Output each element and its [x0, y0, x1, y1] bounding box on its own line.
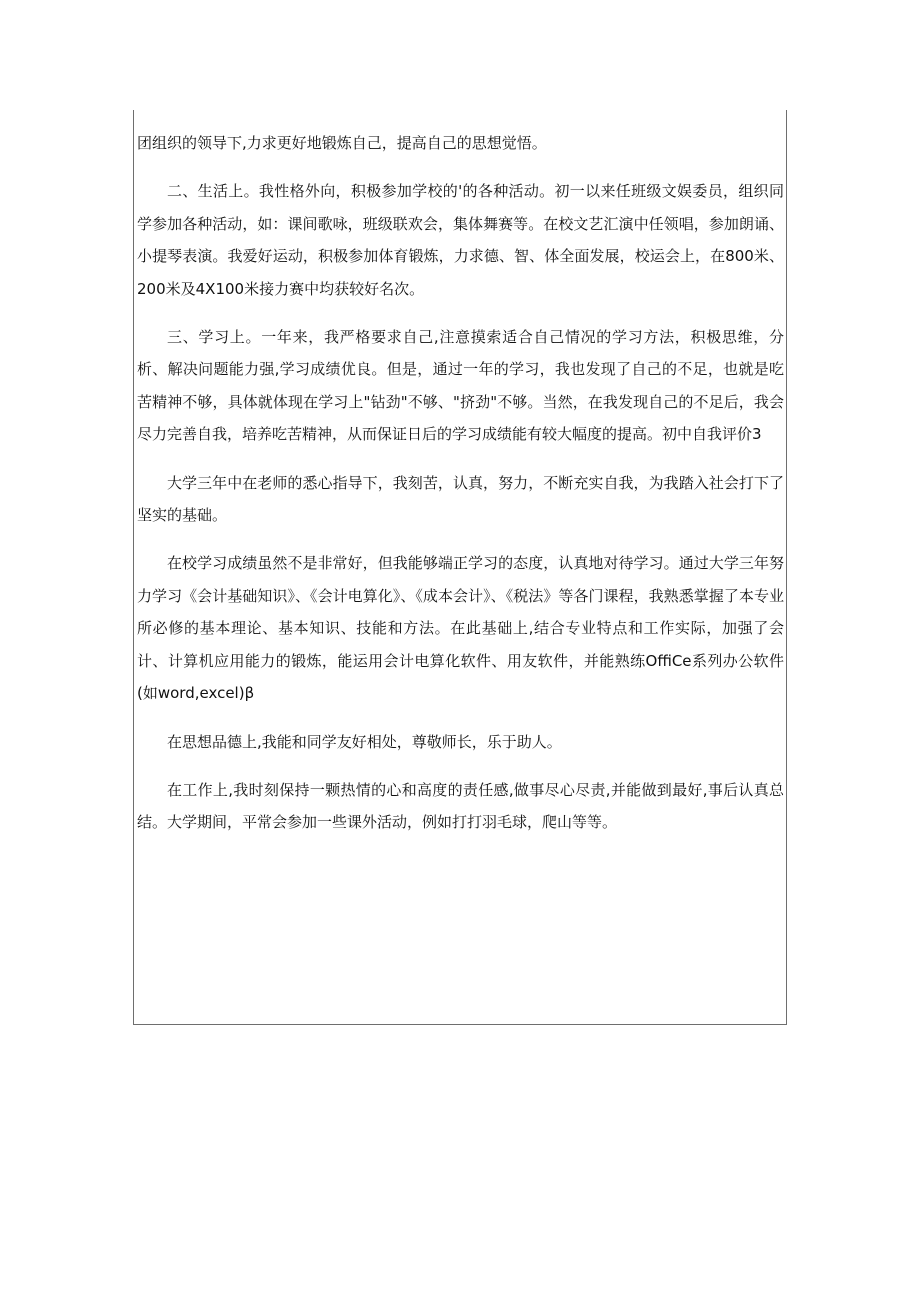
paragraph-gap: [137, 758, 784, 774]
paragraph-7-work: 在工作上,我时刻保持一颗热情的心和高度的责任感,做事尽心尽责,并能做到最好,事后认真总结。大学期间，平常会参加一些课外活动，例如打打羽毛球，爬山等等。: [137, 780, 784, 832]
paragraph-gap: [137, 451, 784, 467]
paragraph-5-academics: 在校学习成绩虽然不是非常好，但我能够端正学习的态度，认真地对待学习。通过大学三年努力学习《会计基础知识》、《会计电算化》、《成本会计》、《税法》等各门课程，我熟悉掌握了本专业所必修的基本理论、基本知识、技能和方法。在此基础上,结合专业特点和工作实际，加强了会计、计算机应用能力的锻炼，能运用会计电算化软件、用友软件，并能熟练OffiCe系列办公软件(如word,excel)β: [137, 554, 784, 703]
document-page: [133, 110, 787, 1025]
paragraph-gap: [137, 710, 784, 726]
paragraph-gap: [137, 531, 784, 547]
paragraph-gap: [137, 159, 784, 175]
document-body: [137, 127, 784, 839]
paragraph-3-study: 三、学习上。一年来，我严格要求自己,注意摸索适合自己情况的学习方法，积极思维，分析、解决问题能力强,学习成绩优良。但是，通过一年的学习，我也发现了自己的不足，也就是吃苦精神不够，具体就体现在学习上"钻劲"不够、"挤劲"不够。当然，在我发现自己的不足后，我会尽力完善自我，培养吃苦精神，从而保证日后的学习成绩能有较大幅度的提高。初中自我评价3: [137, 328, 784, 444]
paragraph-2-life: 二、生活上。我性格外向，积极参加学校的'的各种活动。初一以来任班级文娱委员，组织同学参加各种活动，如：课间歌咏，班级联欢会，集体舞赛等。在校文艺汇演中任领唱，参加朗诵、小提琴表演。我爱好运动，积极参加体育锻炼，力求德、智、体全面发展，校运会上，在800米、200米及4X100米接力赛中均获较好名次。: [137, 182, 784, 298]
paragraph-6-morality: 在思想品德上,我能和同学友好相处，尊敬师长，乐于助人。: [167, 732, 562, 751]
paragraph-gap: [137, 305, 784, 321]
paragraph-4-university: 大学三年中在老师的悉心指导下，我刻苦，认真，努力，不断充实自我，为我踏入社会打下了坚实的基础。: [137, 473, 784, 525]
paragraph-1: 团组织的领导下,力求更好地锻炼自己，提高自己的思想觉悟。: [137, 134, 547, 152]
